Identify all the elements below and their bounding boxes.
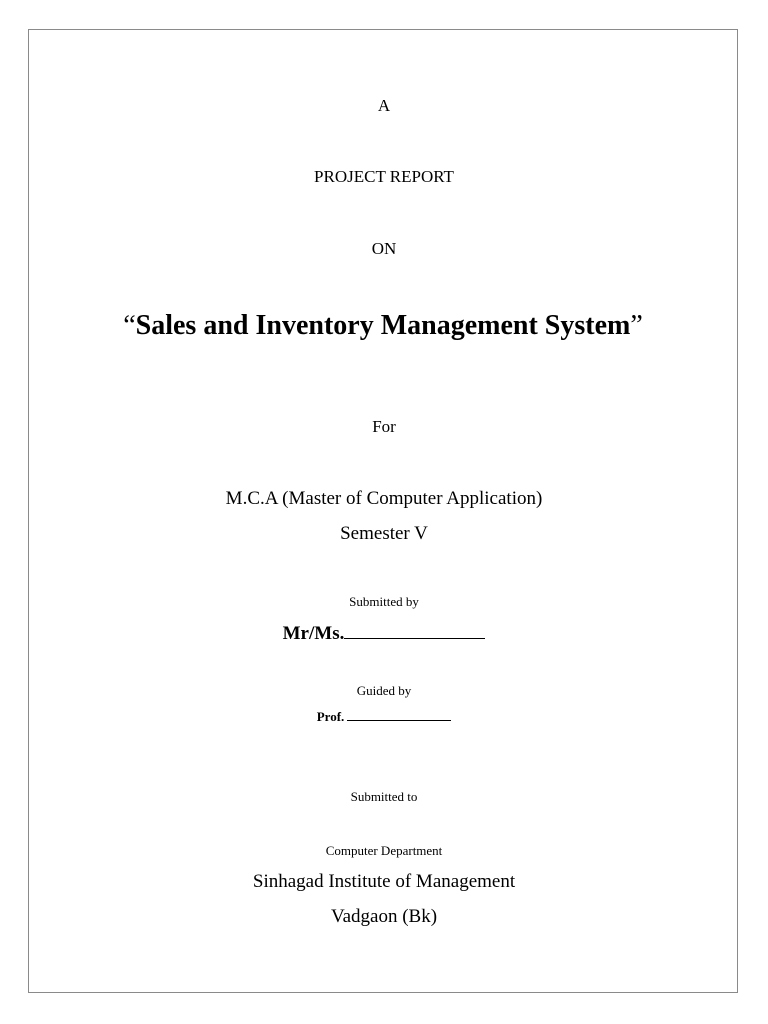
guide-prefix: Prof. <box>316 709 345 724</box>
department-name: Computer Department <box>325 843 443 858</box>
guide-name-blank <box>347 710 451 721</box>
title-close-quote: ” <box>630 310 643 341</box>
cover-report-kind: PROJECT REPORT <box>314 167 454 186</box>
guided-by-label: Guided by <box>356 683 412 698</box>
semester: Semester V <box>340 523 428 544</box>
student-name-line <box>0 623 768 643</box>
guide-name-line <box>0 710 768 723</box>
institute-location: Vadgaon (Bk) <box>330 906 438 927</box>
student-name-blank <box>344 623 485 639</box>
degree-name: M.C.A (Master of Computer Application) <box>225 488 543 509</box>
title-open-quote: “ <box>123 310 136 341</box>
cover-preposition: ON <box>371 239 397 258</box>
institute-name: Sinhagad Institute of Management <box>252 871 516 892</box>
submitted-by-label: Submitted by <box>349 594 419 609</box>
for-label: For <box>372 417 396 436</box>
report-title-text: Sales and Inventory Management System <box>135 310 631 341</box>
cover-article: A <box>377 96 391 115</box>
report-title <box>0 312 767 340</box>
student-prefix: Mr/Ms. <box>282 623 345 644</box>
submitted-to-label: Submitted to <box>350 789 418 804</box>
